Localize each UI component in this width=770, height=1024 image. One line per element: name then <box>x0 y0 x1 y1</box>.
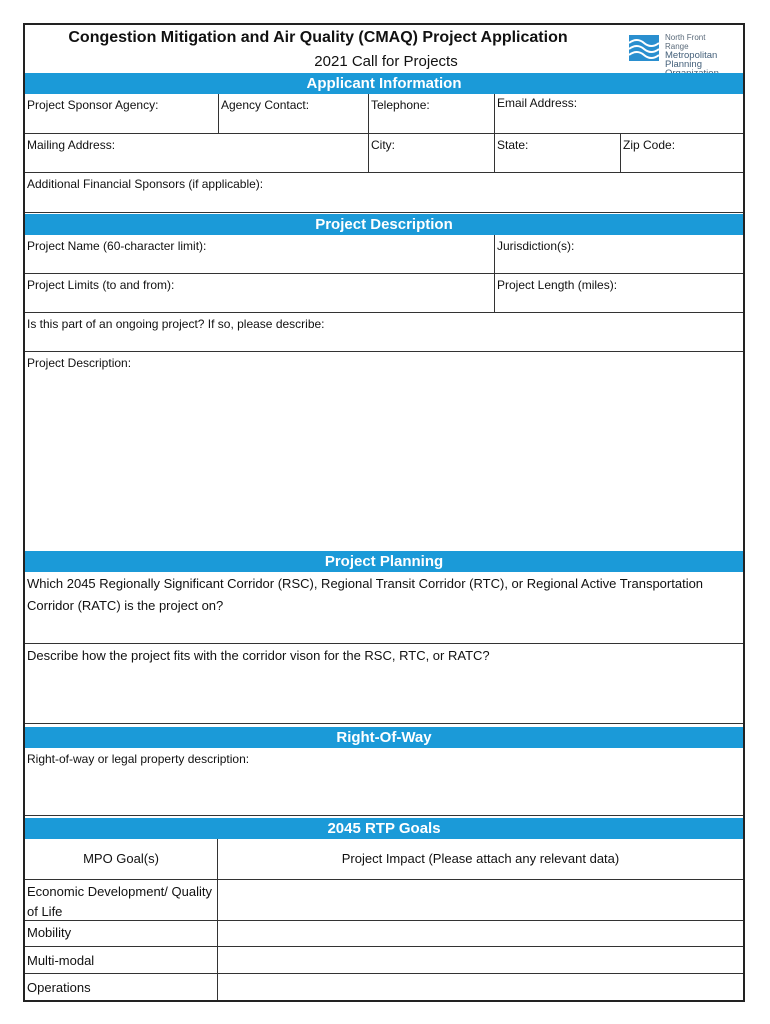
agency-contact-label: Agency Contact: <box>221 98 310 112</box>
impact-column-header: Project Impact (Please attach any relevant data) <box>218 839 743 880</box>
form-subtitle: 2021 Call for Projects <box>314 53 458 70</box>
mailing-address-field[interactable] <box>25 134 369 173</box>
project-length-label: Project Length (miles): <box>497 278 618 292</box>
project-name-label: Project Name (60-character limit): <box>27 239 207 253</box>
zip-code-field[interactable] <box>621 134 743 173</box>
impact-cell-mobility[interactable] <box>218 921 743 947</box>
zip-code-label: Zip Code: <box>623 138 676 152</box>
project-description-label: Project Description: <box>27 356 132 370</box>
section-applicant-information: Applicant Information <box>25 73 743 94</box>
additional-sponsors-field[interactable] <box>25 173 743 213</box>
right-of-way-field[interactable] <box>25 748 743 816</box>
impact-cell-multi-modal[interactable] <box>218 947 743 974</box>
telephone-field[interactable] <box>369 94 495 134</box>
impact-cell-economic-development[interactable] <box>218 880 743 921</box>
city-label: City: <box>371 138 395 152</box>
section-right-of-way: Right-Of-Way <box>25 727 743 748</box>
ongoing-project-label: Is this part of an ongoing project? If so, please describe: <box>27 317 325 331</box>
section-project-description: Project Description <box>25 214 743 235</box>
project-name-field[interactable] <box>25 235 495 274</box>
corridor-field[interactable] <box>25 572 743 644</box>
mpo-logo-text: North Front Range Metropolitan Planning <box>665 33 718 70</box>
corridor-vision-field[interactable] <box>25 644 743 724</box>
ongoing-project-field[interactable] <box>25 313 743 352</box>
state-label: State: <box>497 138 529 152</box>
impact-cell-operations[interactable] <box>218 974 743 1000</box>
email-field[interactable] <box>495 94 743 134</box>
goal-mobility: Mobility <box>25 921 218 947</box>
sponsor-agency-field[interactable] <box>25 94 219 134</box>
form-title: Congestion Mitigation and Air Quality (CMAQ) Project Application <box>68 29 568 46</box>
additional-sponsors-label: Additional Financial Sponsors (if applicable): <box>27 177 264 191</box>
project-description-field[interactable] <box>25 352 743 551</box>
mpo-logo-icon <box>629 35 659 61</box>
telephone-label: Telephone: <box>371 98 430 112</box>
project-limits-field[interactable] <box>25 274 495 313</box>
goals-column-header: MPO Goal(s) <box>25 839 218 880</box>
project-length-field[interactable] <box>495 274 743 313</box>
goal-operations: Operations <box>25 974 218 1000</box>
goal-economic-development: Economic Development/ Quality of Life <box>25 880 218 921</box>
jurisdiction-field[interactable] <box>495 235 743 274</box>
city-field[interactable] <box>369 134 495 173</box>
section-rtp-goals: 2045 RTP Goals <box>25 818 743 839</box>
sponsor-agency-label: Project Sponsor Agency: <box>27 98 159 112</box>
jurisdiction-label: Jurisdiction(s): <box>497 239 575 253</box>
right-of-way-label: Right-of-way or legal property description: <box>27 752 250 766</box>
corridor-vision-question: Describe how the project fits with the corridor vison for the RSC, RTC, or RATC? <box>27 648 490 663</box>
cmaq-application-form <box>23 23 745 1002</box>
agency-contact-field[interactable] <box>219 94 369 134</box>
mpo-logo <box>629 31 729 70</box>
mailing-address-label: Mailing Address: <box>27 138 116 152</box>
email-label: Email Address: <box>497 96 578 110</box>
project-limits-label: Project Limits (to and from): <box>27 278 175 292</box>
section-project-planning: Project Planning <box>25 551 743 572</box>
state-field[interactable] <box>495 134 621 173</box>
corridor-question: Which 2045 Regionally Significant Corridor (RSC), Regional Transit Corridor (RTC), or Regional Active Transportation Corridor (RATC) is the project on? <box>27 576 704 613</box>
goal-multi-modal: Multi-modal <box>25 947 218 974</box>
